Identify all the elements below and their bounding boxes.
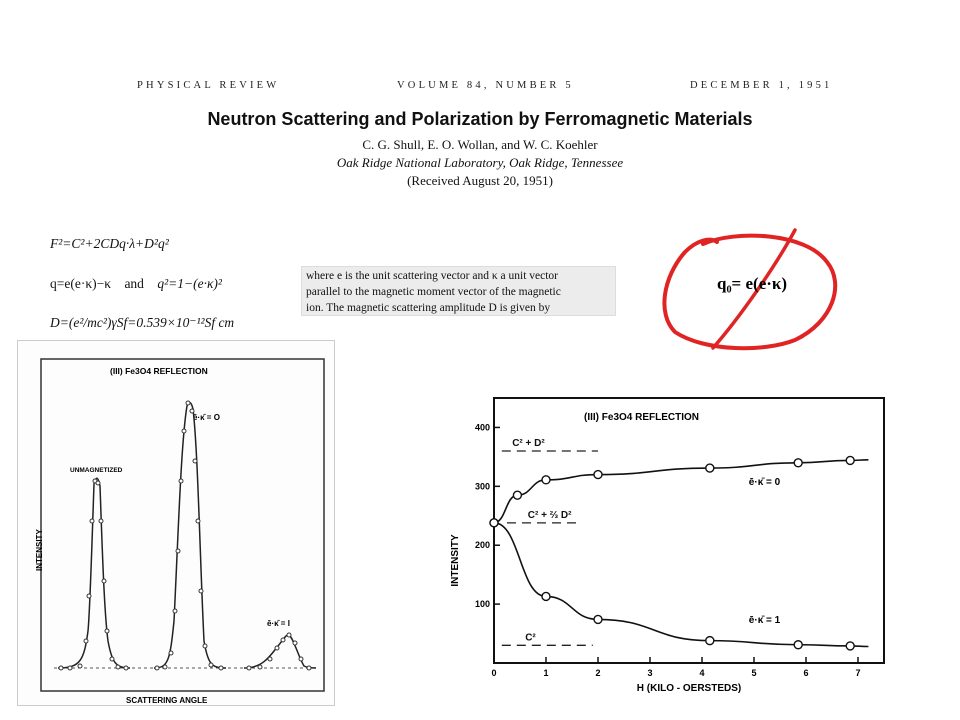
issue-date: DECEMBER 1, 1951 xyxy=(690,80,833,91)
series-label: ē·κ̄ = 1 xyxy=(748,614,781,626)
figure-left-panel xyxy=(17,340,335,706)
data-point xyxy=(846,642,854,650)
y-tick-label: 200 xyxy=(474,540,490,551)
data-point xyxy=(179,479,183,483)
data-point xyxy=(163,665,167,669)
data-point xyxy=(173,609,177,613)
left-data-points xyxy=(59,401,311,670)
data-point xyxy=(307,666,311,670)
chart-title: (III) Fe3O4 REFLECTION xyxy=(584,412,700,423)
label-ek-zero: ē·κ̄ = O xyxy=(193,413,220,422)
received-date: (Received August 20, 1951) xyxy=(407,173,553,188)
data-point xyxy=(196,519,200,523)
data-point xyxy=(275,646,279,650)
y-axis-label: INTENSITY xyxy=(450,534,461,587)
data-point xyxy=(293,641,297,645)
paper-affiliation: Oak Ridge National Laboratory, Oak Ridge, Tennessee xyxy=(336,155,624,170)
data-point xyxy=(105,629,109,633)
journal-name: PHYSICAL REVIEW xyxy=(137,80,280,91)
x-tick-label: 3 xyxy=(647,668,653,678)
data-point xyxy=(209,663,213,667)
label-ek-one: ē·κ̄ = I xyxy=(267,619,290,628)
data-point xyxy=(155,666,159,670)
data-point xyxy=(513,491,521,499)
x-tick-label: 6 xyxy=(803,668,809,678)
equation-q-left: q=e(e·κ)−κ xyxy=(50,276,112,291)
equation-structure-factor: F²=C²+2CDq·λ+D²q² xyxy=(50,236,169,251)
figure-left-title: (III) Fe3O4 REFLECTION xyxy=(110,366,208,376)
data-point xyxy=(542,592,550,600)
peak-ek-one xyxy=(244,635,316,668)
handwritten-annotation xyxy=(655,222,855,357)
peak-unmagnetized xyxy=(58,478,130,668)
reference-label: C² + ⅔ D² xyxy=(527,509,572,521)
data-point xyxy=(102,579,106,583)
data-point xyxy=(87,594,91,598)
data-point xyxy=(794,459,802,467)
figure-left-plot xyxy=(18,341,334,705)
data-point xyxy=(846,456,854,464)
reference-label: C² + D² xyxy=(512,438,545,449)
equation-amplitude: D=(e²/mc²)γSf=0.539×10⁻¹²Sf cm xyxy=(50,315,235,330)
data-point xyxy=(68,666,72,670)
paper-authors: C. G. Shull, E. O. Wollan, and W. C. Koehler xyxy=(362,137,598,152)
data-point xyxy=(706,464,714,472)
data-point xyxy=(594,615,602,623)
data-point xyxy=(176,549,180,553)
snippet-line: parallel to the magnetic moment vector of the magnetic xyxy=(306,286,561,298)
data-point xyxy=(186,401,190,405)
figure-right-chart xyxy=(440,395,910,700)
y-tick-label: 400 xyxy=(474,422,490,433)
data-point xyxy=(247,666,251,670)
x-tick-label: 1 xyxy=(543,668,549,678)
data-point xyxy=(90,519,94,523)
label-unmagnetized: UNMAGNETIZED xyxy=(70,467,123,474)
data-point xyxy=(199,589,203,593)
volume-number: VOLUME 84, NUMBER 5 xyxy=(397,80,574,91)
data-point xyxy=(490,519,498,527)
data-point xyxy=(78,664,82,668)
paper-title: Neutron Scattering and Polarization by Ferromagnetic Materials xyxy=(207,109,753,129)
x-tick-label: 0 xyxy=(491,668,497,678)
equation-q-vector xyxy=(50,276,222,292)
data-point xyxy=(190,409,194,413)
peak-ek-zero xyxy=(154,403,226,668)
data-point xyxy=(542,476,550,484)
data-point xyxy=(794,641,802,649)
figure-left-xlabel: SCATTERING ANGLE xyxy=(126,696,208,705)
data-point xyxy=(219,666,223,670)
data-point xyxy=(116,665,120,669)
plot-frame xyxy=(494,398,884,663)
annotation-formula: q₀= e(e·κ) xyxy=(717,274,788,293)
data-point xyxy=(281,638,285,642)
data-point xyxy=(110,657,114,661)
equation-q-right: q²=1−(e·κ)² xyxy=(157,276,222,291)
data-point xyxy=(706,637,714,645)
figure-left-ylabel: INTENSITY xyxy=(35,529,44,571)
data-point xyxy=(193,459,197,463)
x-tick-label: 7 xyxy=(855,668,861,678)
data-point xyxy=(84,639,88,643)
snippet-line: where e is the unit scattering vector and κ a unit vector xyxy=(306,270,558,282)
series-line xyxy=(494,523,868,647)
data-point xyxy=(59,666,63,670)
y-tick-label: 100 xyxy=(474,599,490,610)
x-tick-label: 2 xyxy=(595,668,601,678)
data-point xyxy=(99,519,103,523)
data-point xyxy=(203,644,207,648)
data-point xyxy=(96,481,100,485)
data-point xyxy=(594,471,602,479)
x-tick-label: 5 xyxy=(751,668,757,678)
data-point xyxy=(268,657,272,661)
data-point xyxy=(124,666,128,670)
snippet-line: ion. The magnetic scattering amplitude D is given by xyxy=(306,302,551,314)
data-point xyxy=(182,429,186,433)
reference-label: C² xyxy=(525,632,536,644)
data-point xyxy=(299,657,303,661)
series-label: ē·κ̄ = 0 xyxy=(748,477,781,489)
data-point xyxy=(258,665,262,669)
x-tick-label: 4 xyxy=(699,668,705,678)
data-point xyxy=(169,651,173,655)
equation-and: and xyxy=(124,276,144,291)
y-tick-label: 300 xyxy=(474,481,490,492)
x-axis-label: H (KILO - OERSTEDS) xyxy=(636,683,742,694)
text-snippet xyxy=(301,266,616,316)
data-point xyxy=(287,633,291,637)
